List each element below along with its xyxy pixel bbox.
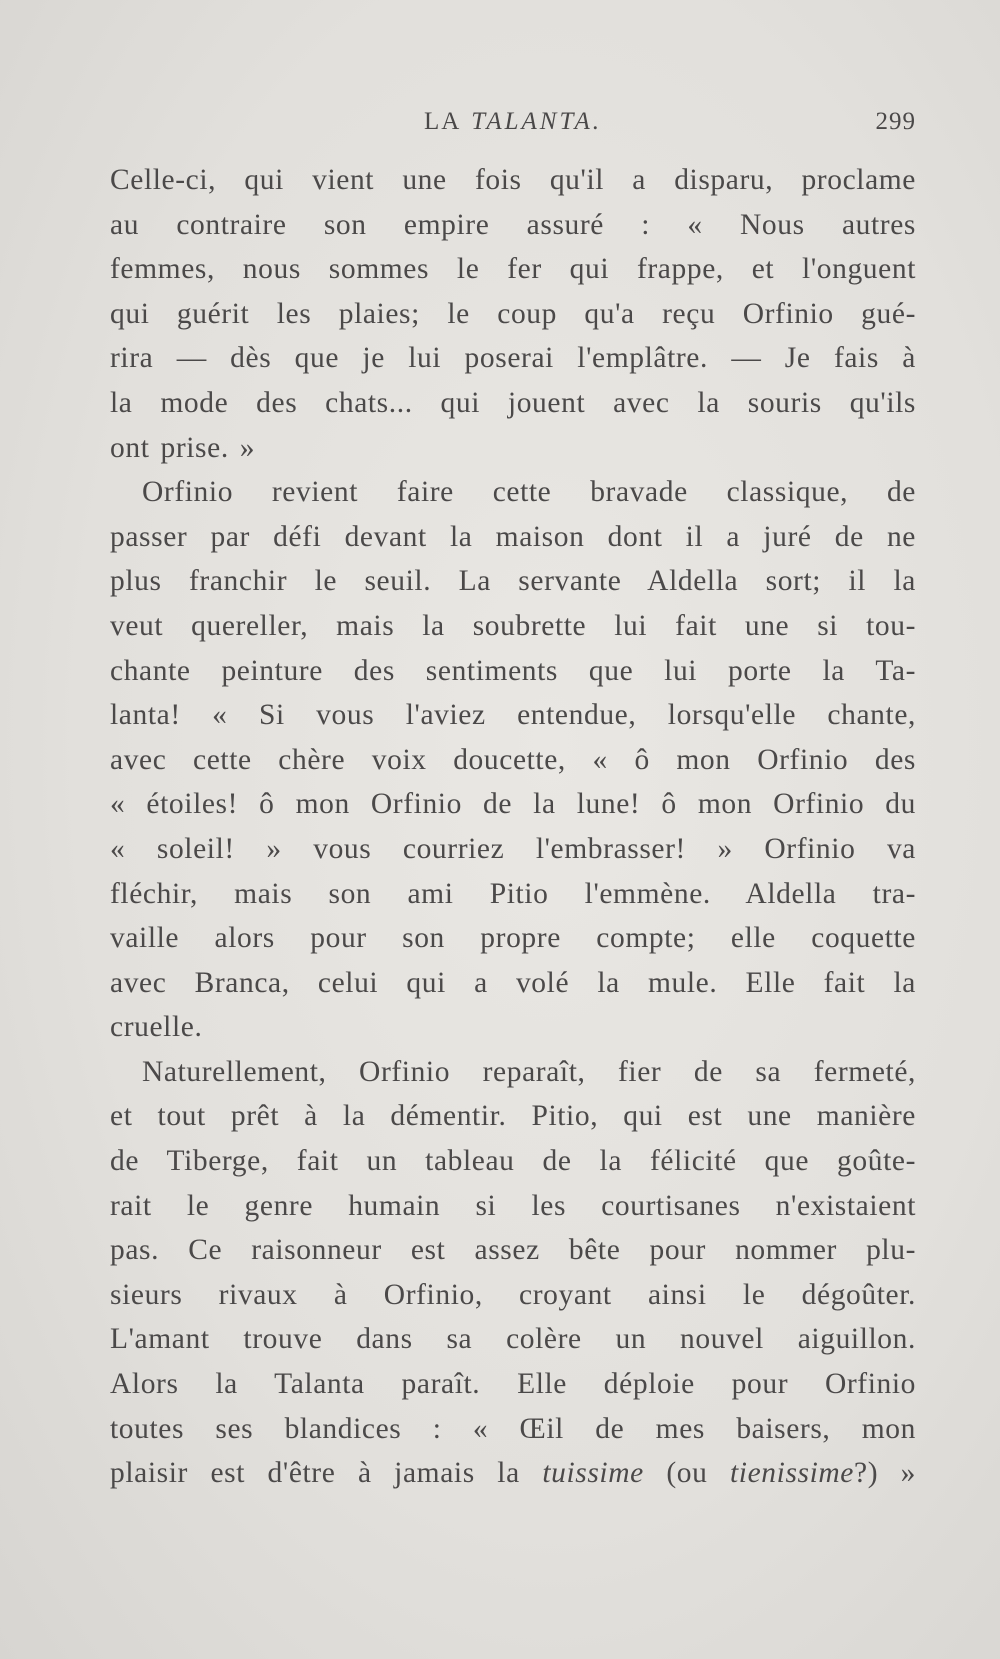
body-text [110, 158, 916, 1496]
text-line: au contraire son empire assuré : « Nous autres [110, 208, 916, 241]
text-line: avec Branca, celui qui a volé la mule. Elle fait la [110, 966, 916, 999]
text-line: avec cette chère voix doucette, « ô mon Orfinio des [110, 743, 916, 776]
text-line: rira — dès que je lui poserai l'emplâtre. — Je fais à [110, 342, 916, 375]
text-line: ont prise. » [110, 431, 256, 464]
text-line: pas. Ce raisonneur est assez bête pour nommer plu- [110, 1234, 916, 1267]
text-line: vaille alors pour son propre compte; elle coquette [110, 922, 916, 955]
text-line: de Tiberge, fait un tableau de la félicité que goûte- [110, 1145, 916, 1178]
text-line: fléchir, mais son ami Pitio l'emmène. Aldella tra- [110, 877, 916, 910]
page-number: 299 [875, 108, 916, 135]
text-line: L'amant trouve dans sa colère un nouvel aiguillon. [110, 1323, 916, 1356]
text-segment: (ou [643, 1457, 731, 1490]
text-line: et tout prêt à la démentir. Pitio, qui est une manière [110, 1100, 916, 1133]
text-line: Alors la Talanta paraît. Elle déploie pour Orfinio [110, 1368, 916, 1401]
text-segment: plaisir est d'être à jamais la [110, 1457, 543, 1490]
text-line: veut quereller, mais la soubrette lui fait une si tou- [110, 609, 916, 642]
italic-word: tuissime [542, 1457, 644, 1490]
text-segment: ?) » [854, 1457, 916, 1490]
text-line: sieurs rivaux à Orfinio, croyant ainsi le dégoûter. [110, 1278, 916, 1311]
text-line: passer par défi devant la maison dont il a juré de ne [110, 520, 916, 553]
text-line [110, 1451, 916, 1496]
text-line: toutes ses blandices : « Œil de mes baisers, mon [110, 1412, 916, 1445]
text-line: Orfinio revient faire cette bravade classique, de [142, 476, 916, 509]
text-line: cruelle. [110, 1011, 203, 1044]
running-head [110, 108, 916, 136]
text-line: « soleil! » vous courriez l'embrasser! » Orfinio va [110, 832, 916, 865]
text-line: femmes, nous sommes le fer qui frappe, et l'onguent [110, 253, 916, 286]
text-line: rait le genre humain si les courtisanes n'existaient [110, 1189, 916, 1222]
text-line: Naturellement, Orfinio reparaît, fier de sa fermeté, [142, 1055, 916, 1088]
text-line: lanta! « Si vous l'aviez entendue, lorsqu'elle chante, [110, 699, 916, 732]
running-head-title: TALANTA. [471, 108, 603, 135]
text-line: la mode des chats... qui jouent avec la souris qu'ils [110, 386, 916, 419]
text-line: « étoiles! ô mon Orfinio de la lune! ô mon Orfinio du [110, 788, 916, 821]
text-line: Celle-ci, qui vient une fois qu'il a disparu, proclame [110, 164, 916, 196]
italic-word: tienissime [730, 1457, 855, 1490]
text-line: plus franchir le seuil. La servante Aldella sort; il la [110, 565, 916, 598]
running-head-prefix: LA [423, 108, 462, 135]
page-header [110, 108, 916, 142]
text-line: qui guérit les plaies; le coup qu'a reçu Orfinio gué- [110, 297, 916, 330]
text-line: chante peinture des sentiments que lui porte la Ta- [110, 654, 916, 687]
